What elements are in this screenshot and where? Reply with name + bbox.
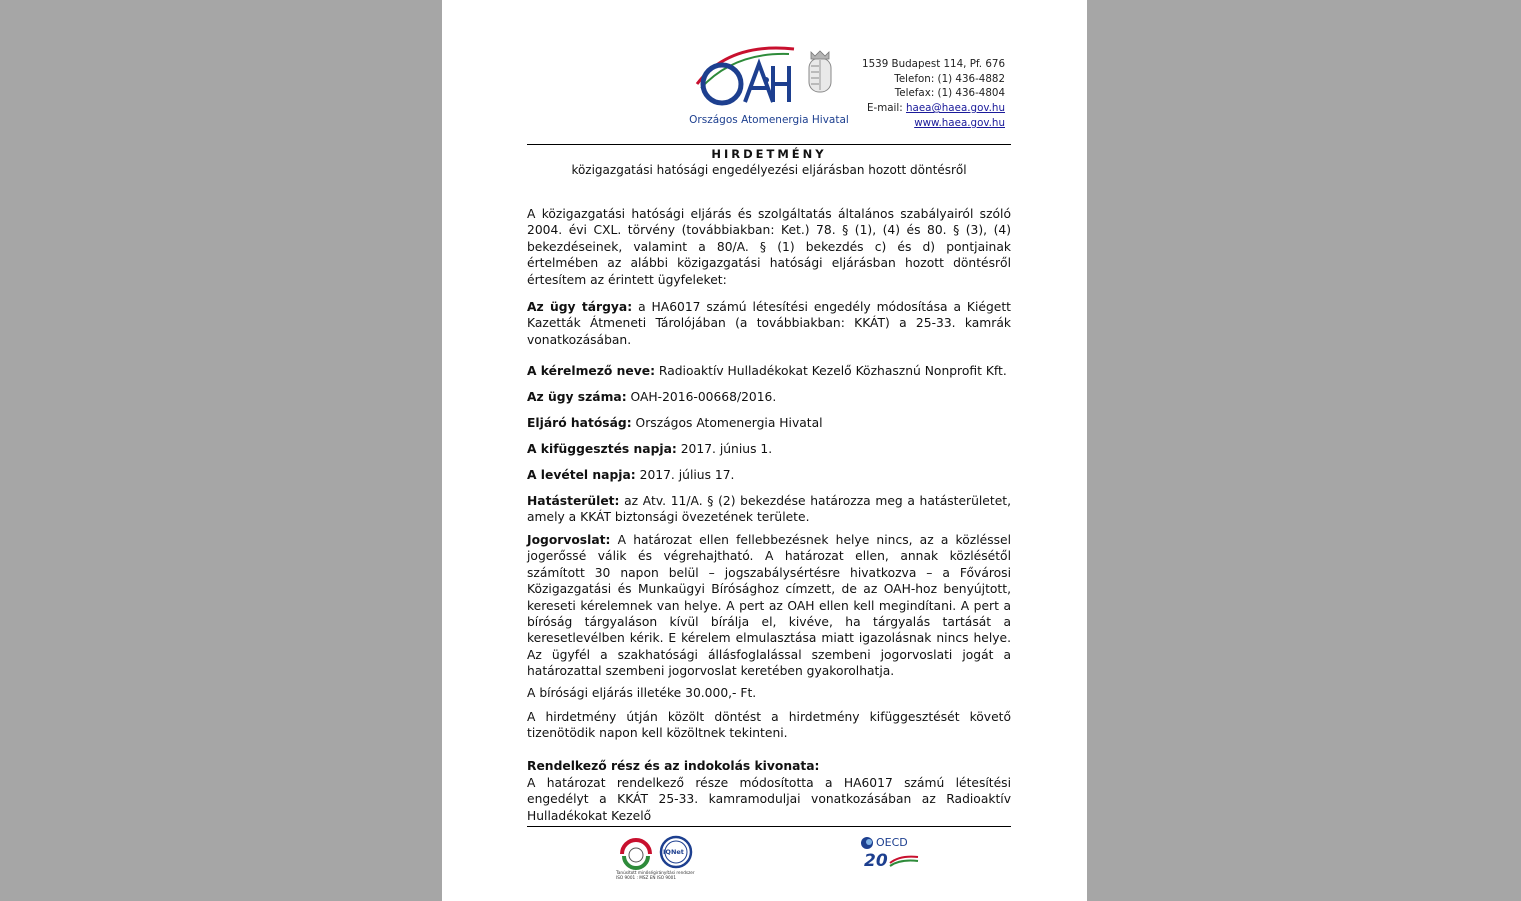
authority-label: Eljáró hatóság: [527,416,632,430]
email-line [842,101,1005,116]
iqnet-label: IQNet [663,848,684,856]
footer-divider [527,826,1011,827]
email-link[interactable]: haea@haea.gov.hu [906,102,1005,115]
summary-heading [527,758,1011,774]
notice-paragraph: A hirdetmény útján közölt döntést a hirdetmény kifüggesztését követő tizenötödik napon kell közöltnek tekinteni. [527,710,1011,741]
removal-date-paragraph [527,467,1011,483]
summary-paragraph: A határozat rendelkező része módosította a HA6017 számú létesítési engedélyt a KKÁT 25-33. kamramoduljai vonatkozásában az Radioaktív Hulladékokat Kezelő [527,776,1011,823]
case-number-label: Az ügy száma: [527,390,627,404]
area-label: Hatásterület: [527,494,620,508]
posting-date-text: 2017. június 1. [676,442,773,456]
case-number-paragraph [527,389,1011,405]
subject-text: a HA6017 számú létesítési engedély módosítása a Kiégett Kazetták Átmeneti Tárolójában (a továbbiakban: KKÁT) a 25-33. kamrák vonatkozásában. [527,300,1011,347]
cert-caption: Tanúsított minőségirányítási rendszer [616,870,695,875]
remedy-paragraph [527,532,1011,680]
subject-label: Az ügy tárgya: [527,300,633,314]
org-name: Országos Atomenergia Hivatal [689,114,849,126]
document-title: HIRDETMÉNY [711,147,827,161]
fax: Telefax: (1) 436-4804 [894,87,1005,100]
address: 1539 Budapest 114, Pf. 676 [862,58,1005,70]
posting-date-paragraph [527,441,1011,457]
authority-paragraph [527,415,1011,431]
email-label: E-mail: [866,102,906,115]
document-page [442,0,1087,901]
cert-standard: ISO 9001 : MSZ EN ISO 9001 [616,875,677,880]
area-paragraph [527,493,1011,526]
remedy-label: Jogorvoslat: [527,533,611,547]
oecd-years: 20 [864,851,888,871]
oecd-label: OECD [876,836,908,849]
removal-date-label: A levétel napja: [527,468,636,482]
website-link[interactable]: www.haea.gov.hu [914,116,1005,129]
applicant-label: A kérelmező neve: [527,364,656,378]
coat-of-arms-icon [809,51,831,92]
applicant-text: Radioaktív Hulladékokat Kezelő Közhasznú Nonprofit Kft. [655,364,1007,378]
removal-date-text: 2017. július 17. [635,468,735,482]
oah-logo [689,44,849,134]
contact-block [842,57,1005,131]
case-number-text: OAH-2016-00668/2016. [626,390,777,404]
oecd-logo [860,835,920,877]
header-divider [527,144,1011,145]
subject-paragraph [527,299,1011,348]
certification-logos [618,830,694,884]
fee-paragraph: A bírósági eljárás illetéke 30.000,- Ft. [527,686,757,700]
applicant-paragraph [527,363,1011,379]
area-text: az Atv. 11/A. § (2) bekezdése határozza meg a hatásterületet, amely a KKÁT biztonsági övezetének területe. [527,494,1011,525]
phone: Telefon: (1) 436-4882 [894,72,1005,85]
summary-label: Rendelkező rész és az indokolás kivonata: [527,759,820,773]
intro-paragraph: A közigazgatási hatósági eljárás és szolgáltatás általános szabályairól szóló 2004. évi CXL. törvény (továbbiakban: Ket.) 78. § (1), (4) és 80. § (3), (4) bekezdéseinek, valamint a 80/A. § (1) bekezdés c) és d) pontjainak értelmében az alábbi közigazgatási hatósági eljárásban hozott döntésről értesítem az érintett ügyfeleket: [527,207,1011,287]
document-subtitle: közigazgatási hatósági engedélyezési eljárásban hozott döntésről [571,163,967,177]
remedy-text: A határozat ellen fellebbezésnek helye nincs, az a közléssel jogerőssé válik és végrehajtható. A határozat ellen, annak közlésétől számított 30 napon belül – jogszabálysértésre hivatkozva – a Fővárosi Közigazgatási és Munkaügyi Bírósághoz címzett, de az OAH-hoz benyújtott, kereseti kérelemnek van helye. A pert az OAH ellen kell megindítani. A pert a bíróság tárgyaláson kívül bírálja el, kivéve, ha tárgyalás tartását a keresetlevélben kérik. E kérelem elmulasztása miatt igazolásnak nincs helye. Az ügyfél a szakhatósági állásfoglalással szembeni jogorvoslati jogát a határozattal szembeni jogorvoslat keretében gyakorolhatja. [527,533,1011,679]
authority-text: Országos Atomenergia Hivatal [631,416,823,430]
posting-date-label: A kifüggesztés napja: [527,442,677,456]
